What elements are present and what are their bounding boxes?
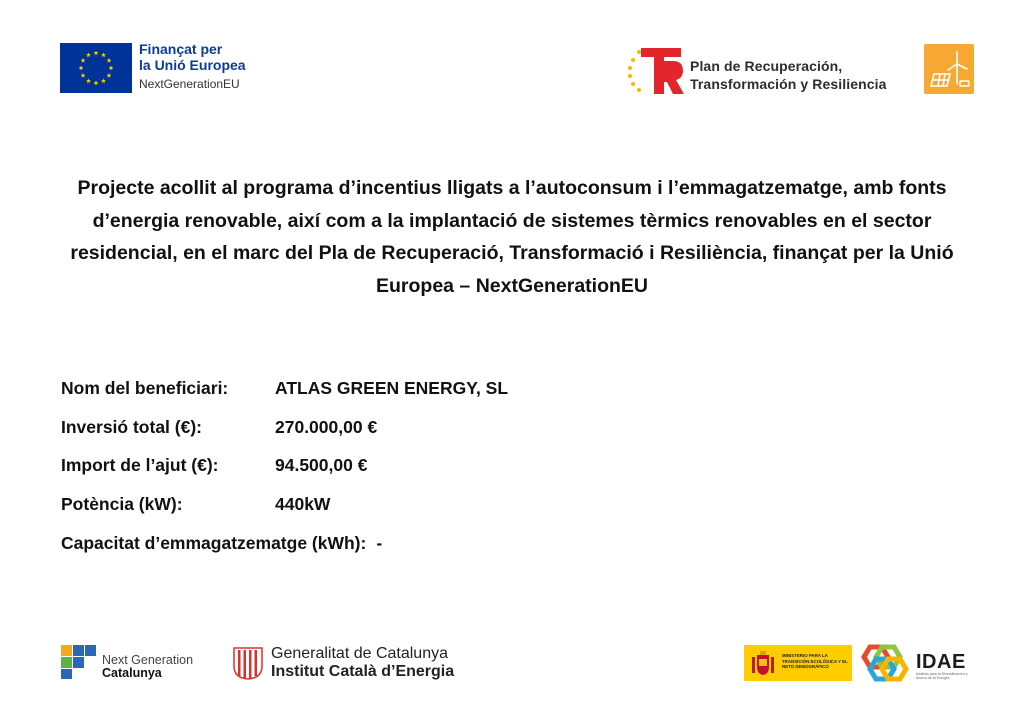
- idae-hexagon-icon: [858, 643, 912, 683]
- project-headline: Projecte acollit al programa d’incentius lligats a l’autoconsum i l’emmagatzematge, amb fonts d’energia renovable, així com a la implantació de sistemes tèrmics renovables en el sector residencial, en el marc del Pla de Recuperació, Transformació i Resiliència, finançat per la Unió Europea – NextGenerationEU: [70, 177, 954, 297]
- aid-value: 94.500,00 €: [275, 455, 368, 475]
- ngc-squares-icon: [61, 645, 97, 679]
- idae-logo: [858, 643, 970, 683]
- eu-logo-line1: Finançat per: [139, 41, 223, 57]
- next-generation-catalunya-logo: [61, 644, 206, 680]
- prtr-logo-text: [690, 58, 887, 93]
- gencat-logo-line1: Generalitat de Catalunya: [271, 645, 448, 662]
- aid-label: Import de l’ajut (€):: [61, 455, 219, 475]
- eu-logo-text: [139, 42, 246, 90]
- eu-flag-icon: [60, 43, 132, 93]
- capacity-label: Capacitat d’emmagatzematge (kWh):: [61, 533, 367, 553]
- ngc-logo-line1: Next Generation: [102, 653, 194, 667]
- ngc-logo-line2: Catalunya: [102, 666, 162, 681]
- eu-logo-line3: NextGenerationEU: [139, 77, 240, 91]
- info-row-capacity: [61, 533, 382, 554]
- gencat-logo-line2: Institut Català d’Energia: [271, 663, 455, 681]
- beneficiary-label: Nom del beneficiari:: [61, 378, 229, 398]
- ministerio-logo-text: MINISTERIO PARA LA TRANSICIÓN ECOLÓGICA Y EL RETO DEMOGRÁFICO: [782, 653, 848, 669]
- prtr-logo-line2: Transformación y Resiliencia: [690, 75, 887, 92]
- senyera-icon: [232, 646, 264, 680]
- investment-label: Inversió total (€):: [61, 417, 202, 437]
- ngc-logo-text: [102, 654, 193, 680]
- beneficiary-value: ATLAS GREEN ENERGY, SL: [275, 378, 509, 398]
- spain-coat-of-arms-icon: [750, 649, 776, 677]
- generalitat-icaen-logo: [232, 644, 482, 682]
- eu-funding-logo: [60, 42, 260, 96]
- idae-label: IDAE: [916, 651, 966, 673]
- prtr-logo-line1: Plan de Recuperación,: [690, 58, 843, 74]
- solar-wind-icon: [924, 44, 974, 94]
- power-label: Potència (kW):: [61, 494, 183, 514]
- eu-logo-line2: la Unió Europea: [139, 57, 246, 73]
- idae-subtitle: Instituto para la Diversificación y Ahorro de la Energía: [916, 672, 968, 680]
- tr-mark-icon: [627, 44, 685, 96]
- investment-value: 270.000,00 €: [275, 417, 378, 437]
- prtr-logo: [627, 42, 912, 98]
- power-value: 440kW: [275, 494, 331, 514]
- gencat-logo-text: [271, 645, 454, 682]
- capacity-value: -: [376, 533, 383, 553]
- ministerio-logo: [744, 645, 852, 681]
